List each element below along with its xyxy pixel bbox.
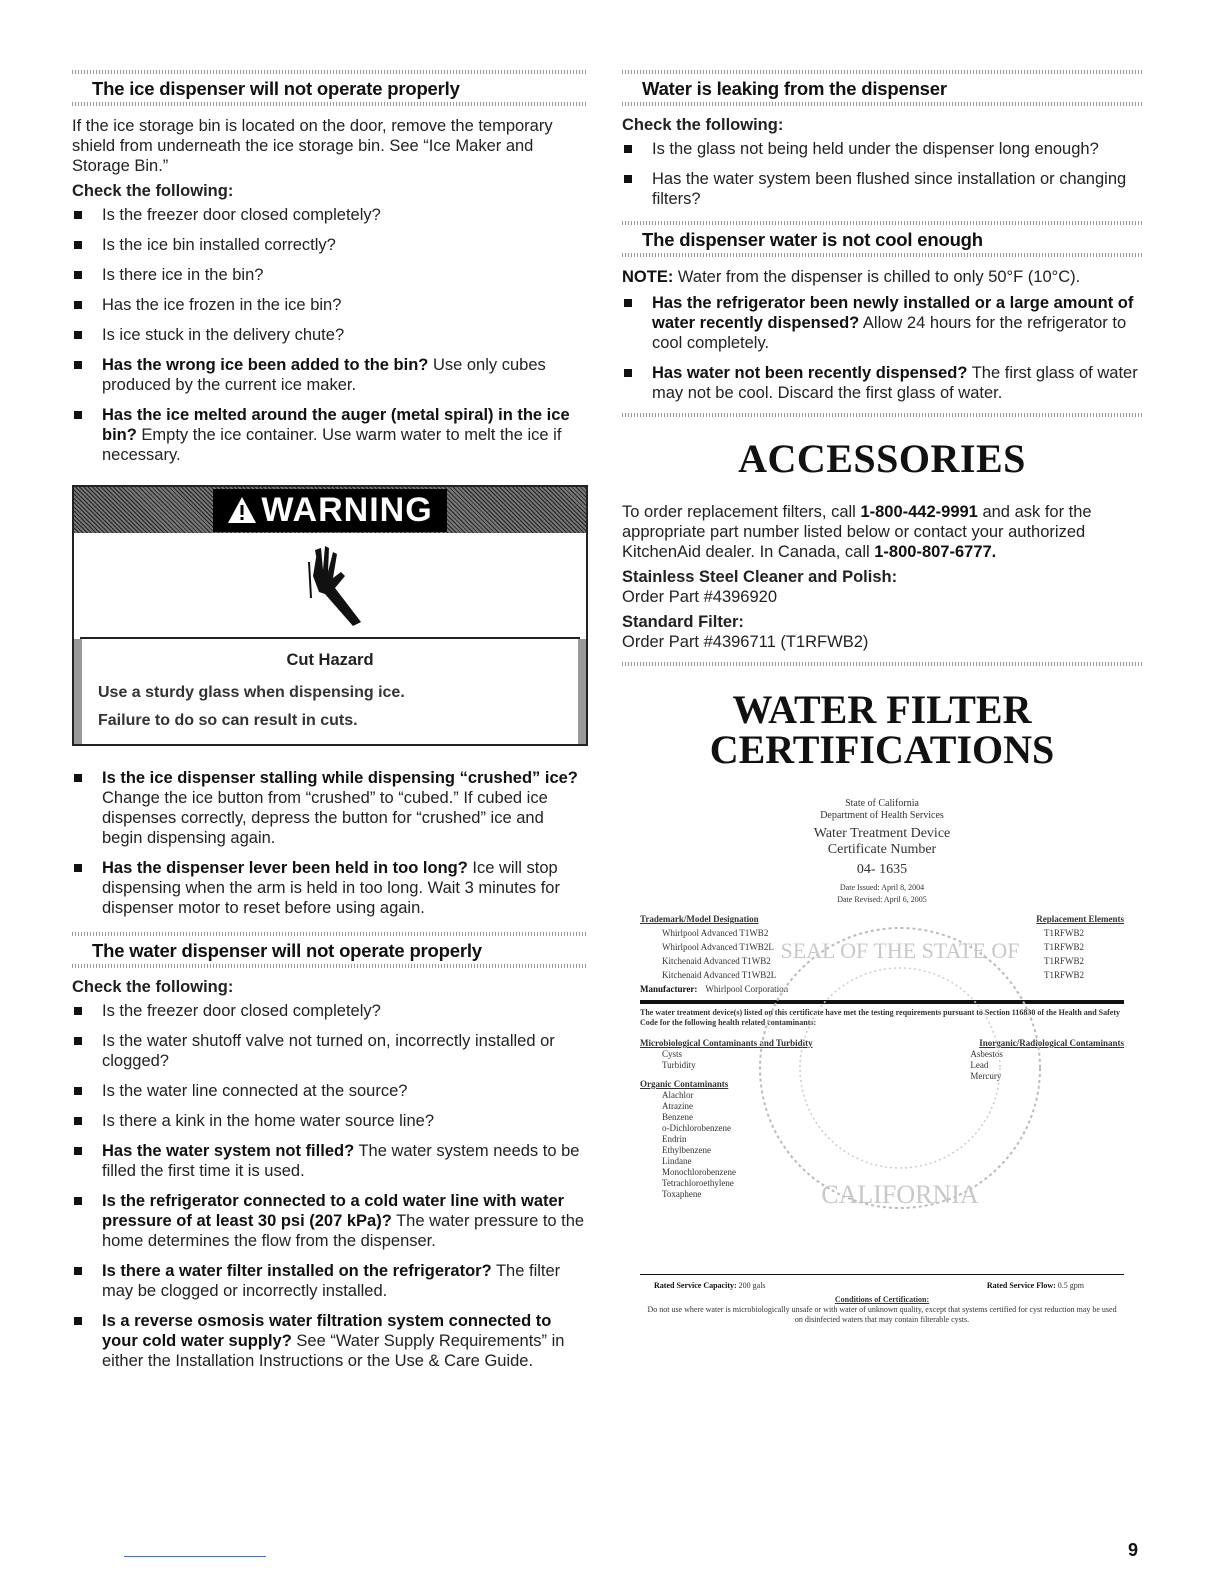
cert-rule: [640, 1274, 1124, 1275]
cert-contaminants: Microbiological Contaminants and Turbidity Cysts Turbidity Organic Contaminants Alachlor Atrazine Benzene o-Dichlorobenzene Endrin Ethylbenzene Lindane Monochlorobenzene Tetrachloroethylene Toxaphene Inorganic/Radiological Contaminants Asbestos Lead Mercury: [640, 1038, 1124, 1199]
seal-bottom-text: CALIFORNIA: [821, 1180, 979, 1209]
warning-triangle-icon: [227, 496, 257, 524]
list-item: Is ice stuck in the delivery chute?: [72, 325, 588, 345]
seal-top-text: SEAL OF THE STATE OF: [780, 938, 1020, 963]
left-column: [72, 70, 588, 1381]
micro-head: Microbiological Contaminants and Turbidity: [640, 1038, 813, 1048]
check-list: [72, 768, 588, 918]
cert-model-row: Kitchenaid Advanced T1WB2L T1RFWB2: [662, 970, 1084, 980]
section-header: [622, 221, 1142, 257]
certificate: [640, 798, 1124, 1325]
cert-device: Water Treatment Device: [813, 826, 951, 841]
water-filter-heading: WATER FILTER CERTIFICATIONS: [709, 687, 1055, 772]
cert-number-label: Certificate Number: [827, 842, 937, 857]
note-text: NOTE: Water from the dispenser is chilled to only 50°F (10°C).: [622, 268, 1081, 286]
cert-manufacturer: Manufacturer: Whirlpool Corporation: [640, 984, 789, 994]
list-item: Has the ice frozen in the ice bin?: [72, 295, 588, 315]
accessories-text: To order replacement filters, call 1-800-442-9991 and ask for the appropriate part number listed below or contact your authorized KitchenAid dealer. In Canada, call 1-800-807-6777.: [622, 503, 1092, 561]
accessories-heading: ACCESSORIES: [738, 436, 1026, 481]
accessory-title: Standard Filter:: [622, 613, 744, 631]
cert-revised: Date Revised: April 6, 2005: [837, 895, 927, 904]
accessory-part: Order Part #4396711 (T1RFWB2): [622, 633, 869, 651]
list-item: Has the dispenser lever been held in too long? Ice will stop dispensing when the arm is held in too long. Wait 3 minutes for dispenser motor to reset before using again.: [72, 858, 588, 918]
section-title: The dispenser water is not cool enough: [642, 229, 983, 250]
cert-rule: [640, 1000, 1124, 1004]
cert-dept: Department of Health Services: [820, 810, 944, 821]
section-title: The water dispenser will not operate properly: [92, 940, 482, 961]
list-item: Is the freezer door closed completely?: [72, 1001, 588, 1021]
warning-box: [72, 485, 588, 746]
section-header: [72, 70, 588, 106]
check-list: [622, 139, 1142, 209]
list-item: Has the refrigerator been newly installed or a large amount of water recently dispensed? Allow 24 hours for the refrigerator to cool completely.: [622, 293, 1142, 353]
list-item: Is a reverse osmosis water filtration system connected to your cold water supply? See “Water Supply Requirements” in either the Installation Instructions or the Use & Care Guide.: [72, 1311, 588, 1371]
warning-line: Failure to do so can result in cuts.: [98, 712, 358, 729]
org-head: Organic Contaminants: [640, 1079, 729, 1089]
cert-model-row: Whirlpool Advanced T1WB2L T1RFWB2: [662, 942, 1084, 952]
inorg-head: Inorganic/Radiological Contaminants: [979, 1038, 1124, 1048]
page-number: 9: [1128, 1540, 1139, 1560]
list-item: Is the ice bin installed correctly?: [72, 235, 588, 255]
warning-line: Use a sturdy glass when dispensing ice.: [98, 684, 405, 701]
divider: [622, 662, 1142, 666]
hazard-name: Cut Hazard: [286, 651, 374, 669]
list-item: Is the water shutoff valve not turned on, incorrectly installed or clogged?: [72, 1031, 588, 1071]
warning-title: WARNING: [213, 489, 446, 532]
section-title: Water is leaking from the dispenser: [642, 78, 947, 99]
list-item: Has the water system been flushed since installation or changing filters?: [622, 169, 1142, 209]
check-label: Check the following:: [622, 116, 784, 134]
list-item: Is the freezer door closed completely?: [72, 205, 588, 225]
list-item: Is there a kink in the home water source line?: [72, 1111, 588, 1131]
cert-model-row: Kitchenaid Advanced T1WB2 T1RFWB2: [662, 956, 1084, 966]
accessory-part: Order Part #4396920: [622, 588, 778, 606]
cert-number: 04- 1635: [856, 862, 908, 877]
list-item: Is there ice in the bin?: [72, 265, 588, 285]
divider: [622, 413, 1142, 417]
cert-statement: The water treatment device(s) listed on this certificate have met the testing requirements pursuant to Section 116830 of the Health and Safety Code for the following health related contaminants:: [640, 1008, 1121, 1027]
warning-bar: [74, 487, 586, 533]
check-label: Check the following:: [72, 978, 234, 996]
list-item: Has water not been recently dispensed? The first glass of water may not be cool. Discard the first glass of water.: [622, 363, 1142, 403]
section-title: The ice dispenser will not operate properly: [92, 78, 460, 99]
list-item: Has the water system not filled? The water system needs to be filled the first time it is used.: [72, 1141, 588, 1181]
accessory-title: Stainless Steel Cleaner and Polish:: [622, 568, 898, 586]
section-header: [72, 932, 588, 968]
footer-line: [124, 1556, 266, 1557]
list-item: Has the ice melted around the auger (metal spiral) in the ice bin? Empty the ice container. Use warm water to melt the ice if necessary.: [72, 405, 588, 465]
list-item: Is the glass not being held under the dispenser long enough?: [622, 139, 1142, 159]
check-list: [622, 293, 1142, 403]
list-item: Has the wrong ice been added to the bin? Use only cubes produced by the current ice maker.: [72, 355, 588, 395]
list-item: Is there a water filter installed on the refrigerator? The filter may be clogged or incorrectly installed.: [72, 1261, 588, 1301]
check-label: Check the following:: [72, 182, 234, 200]
cert-conditions-head: Conditions of Certification:: [834, 1295, 930, 1304]
cert-conditions: Do not use where water is microbiologically unsafe or with water of unknown quality, except that systems certified for cyst reduction may be used on disinfected waters that may contain filterable cysts.: [647, 1305, 1117, 1324]
section-header: [622, 70, 1142, 106]
cert-state: State of California: [845, 798, 919, 809]
right-column: [622, 70, 1142, 1325]
cert-ratings: Rated Service Capacity: 200 gals Rated Service Flow: 0.5 gpm: [654, 1281, 1084, 1290]
cut-hazard-icon: [80, 533, 580, 639]
list-item: Is the ice dispenser stalling while dispensing “crushed” ice? Change the ice button from “crushed” to “cubed.” If cubed ice dispenses correctly, depress the button for “crushed” ice and begin dispensing again.: [72, 768, 588, 848]
check-list: [72, 1001, 588, 1371]
cert-issued: Date Issued: April 8, 2004: [839, 883, 925, 892]
list-item: Is the refrigerator connected to a cold water line with water pressure of at least 30 psi (207 kPa)? The water pressure to the home determines the flow from the dispenser.: [72, 1191, 588, 1251]
list-item: Is the water line connected at the source?: [72, 1081, 588, 1101]
intro-text: If the ice storage bin is located on the door, remove the temporary shield from underneath the ice storage bin. See “Ice Maker and Storage Bin.”: [72, 117, 553, 175]
cert-table-head: Trademark/Model Designation Replacement Elements: [640, 914, 1124, 924]
cert-model-row: Whirlpool Advanced T1WB2 T1RFWB2: [662, 928, 1084, 938]
warning-body: [74, 639, 586, 744]
check-list: [72, 205, 588, 465]
